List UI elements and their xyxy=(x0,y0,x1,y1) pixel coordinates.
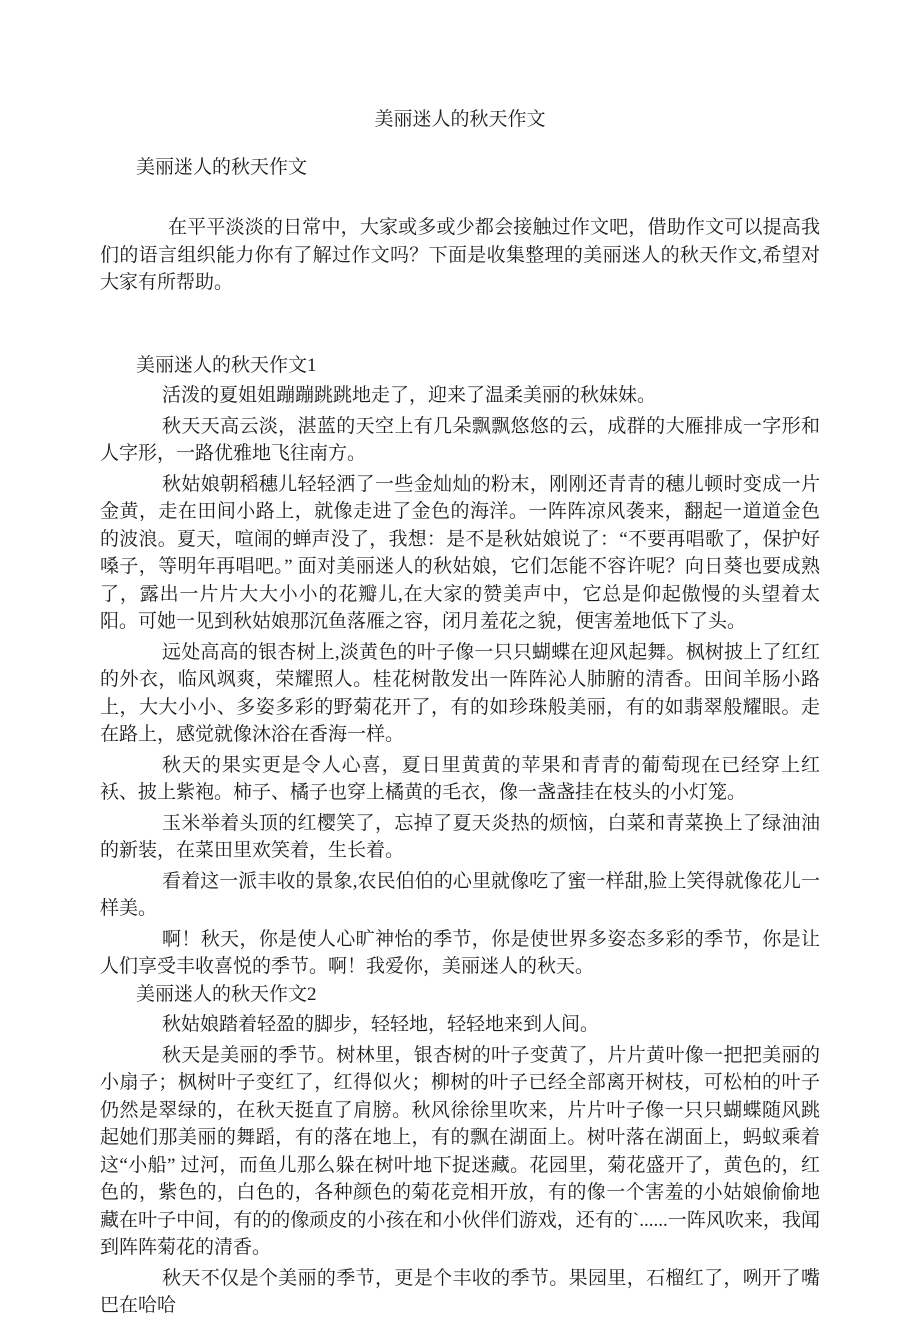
section-1-heading: 美丽迷人的秋天作文1 xyxy=(136,354,317,376)
essay-paragraph: 玉米举着头顶的红樱笑了，忘掉了夏天炎热的烦恼，白菜和青菜换上了绿油油的新装，在菜田里欢笑着，生长着。 xyxy=(100,812,820,861)
intro-paragraph: 在平平淡淡的日常中，大家或多或少都会接触过作文吧，借助作文可以提高我们的语言组织能力你有了解过作文吗？下面是收集整理的美丽迷人的秋天作文,希望对大家有所帮助。 xyxy=(100,217,820,293)
essay-paragraph: 秋姑娘踏着轻盈的脚步，轻轻地，轻轻地来到人间。 xyxy=(162,1014,600,1035)
essay-section-2 xyxy=(100,981,820,1320)
essay-paragraph: 秋天不仅是个美丽的季节，更是个丰收的季节。果园里，石榴红了，咧开了嘴巴在哈哈 xyxy=(100,1267,820,1316)
essay-paragraph: 秋天天高云淡，湛蓝的天空上有几朵飘飘悠悠的云，成群的大雁排成一字形和人字形，一路优雅地飞往南方。 xyxy=(100,415,820,464)
essay-paragraph: 远处高高的银杏树上,淡黄色的叶子像一只只蝴蝶在迎风起舞。枫树披上了红红的外衣，临风飒爽，荣耀照人。桂花树散发出一阵阵沁人肺腑的清香。田间羊肠小路上，大大小小、多姿多彩的野菊花开了，有的如珍珠般美丽，有的如翡翠般耀眼。走在路上，感觉就像沐浴在香海一样。 xyxy=(100,641,820,745)
section-2-heading: 美丽迷人的秋天作文2 xyxy=(136,983,317,1005)
essay-paragraph: 活泼的夏姐姐蹦蹦跳跳地走了，迎来了温柔美丽的秋妹妹。 xyxy=(162,385,657,406)
document-subtitle: 美丽迷人的秋天作文 xyxy=(136,156,308,178)
document-title: 美丽迷人的秋天作文 xyxy=(374,109,546,130)
essay-paragraph: 秋姑娘朝稻穗儿轻轻洒了一些金灿灿的粉末，刚刚还青青的穗儿顿时变成一片金黄，走在田间小路上，就像走进了金色的海洋。一阵阵凉风袭来，翻起一道道金色的波浪。夏天，喧闹的蝉声没了，我想：是不是秋姑娘说了：“不要再唱歌了，保护好嗓子，等明年再唱吧。” 面对美丽迷人的秋姑娘，它们怎能不容许呢？向日葵也要成熟了，露出一片片大大小小的花瓣儿,在大家的赞美声中，它总是仰起傲慢的头望着太阳。可她一见到秋姑娘那沉鱼落雁之容，闭月羞花之貌，便害羞地低下了头。 xyxy=(100,473,820,632)
essay-paragraph: 秋天的果实更是令人心喜，夏日里黄黄的苹果和青青的葡萄现在已经穿上红袄、披上紫袍。柿子、橘子也穿上橘黄的毛衣，像一盏盏挂在枝头的小灯笼。 xyxy=(100,754,820,803)
essay-paragraph: 啊！秋天，你是使人心旷神怡的季节，你是使世界多姿态多彩的季节，你是让人们享受丰收喜悦的季节。啊！我爱你，美丽迷人的秋天。 xyxy=(100,928,820,977)
essay-paragraph: 秋天是美丽的季节。树林里，银杏树的叶子变黄了，片片黄叶像一把把美丽的小扇子；枫树叶子变红了，红得似火；柳树的叶子已经全部离开树枝，可松柏的叶子仍然是翠绿的，在秋天挺直了肩膀。秋风徐徐里吹来，片片叶子像一只只蝴蝶随风跳起她们那美丽的舞蹈，有的落在地上，有的飘在湖面上。树叶落在湖面上，蚂蚁乘着这“小船” 过河，而鱼儿那么躲在树叶地下捉迷藏。花园里，菊花盛开了，黄色的，红色的，紫色的，白色的，各种颜色的菊花竞相开放，有的像一个害羞的小姑娘偷偷地藏在叶子中间，有的的像顽皮的小孩在和小伙伴们游戏，还有的`......一阵风吹来，我闻到阵阵菊花的清香。 xyxy=(100,1044,820,1258)
essay-paragraph: 看着这一派丰收的景象,农民伯伯的心里就像吃了蜜一样甜,脸上笑得就像花儿一样美。 xyxy=(100,870,820,919)
essay-section-1 xyxy=(100,352,820,981)
